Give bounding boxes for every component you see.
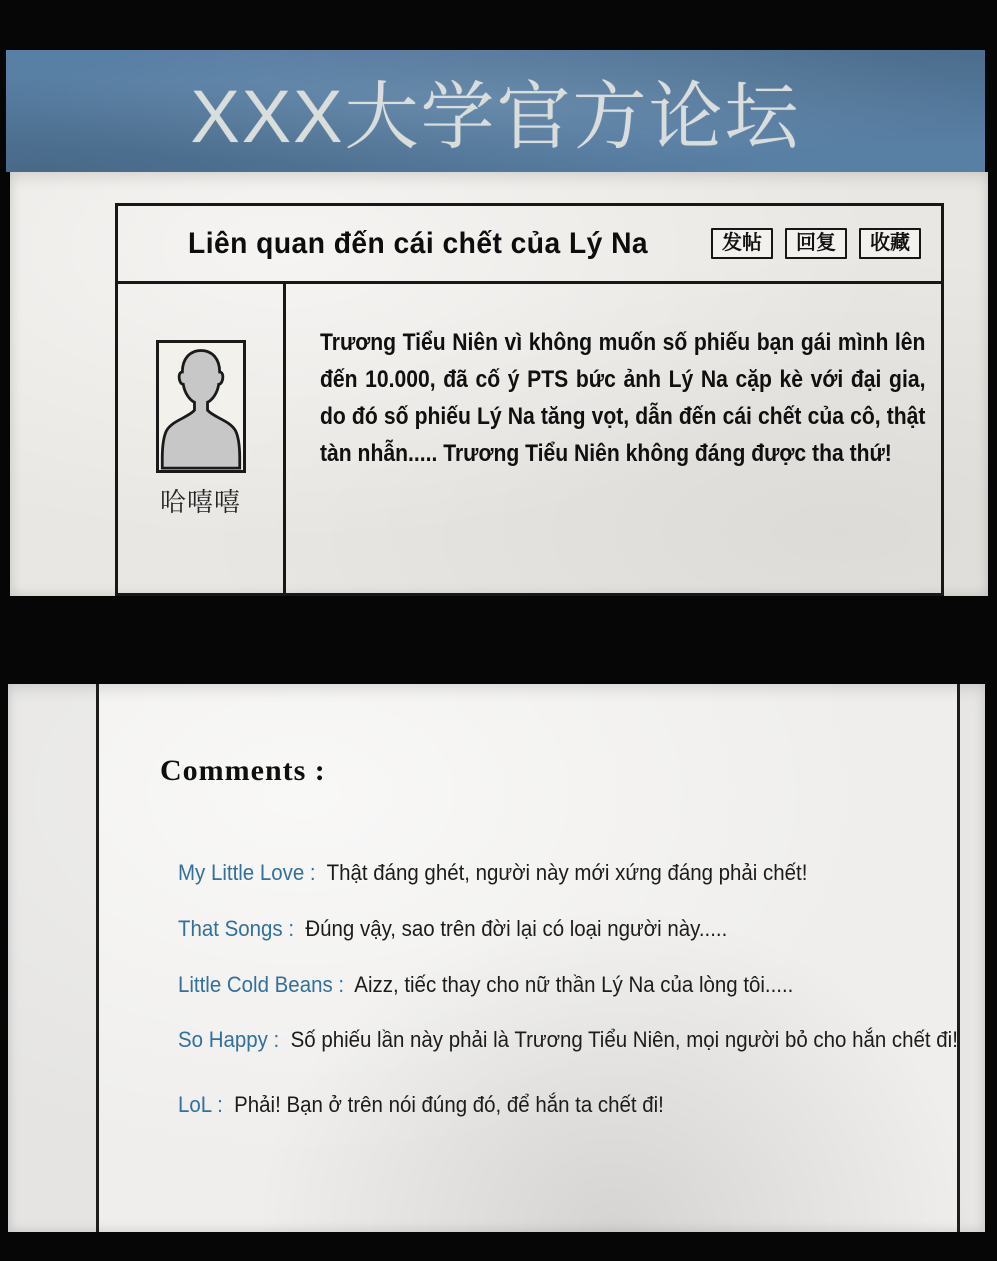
comment-separator: : — [304, 860, 327, 885]
author-column — [118, 284, 286, 593]
comment-row — [178, 1092, 664, 1118]
comment-username[interactable]: Little Cold Beans — [178, 972, 333, 997]
post-header — [118, 206, 941, 284]
comment-text: Phải! Bạn ở trên nói đúng đó, để hắn ta chết đi! — [234, 1092, 664, 1117]
comment-username[interactable]: That Songs — [178, 916, 283, 941]
new-post-button[interactable]: 发帖 — [711, 228, 773, 259]
avatar-silhouette-icon — [159, 343, 243, 470]
post-main — [118, 284, 941, 593]
page-rule-right — [957, 684, 960, 1232]
comment-separator: : — [332, 972, 355, 997]
post-title: Liên quan đến cái chết của Lý Na — [188, 226, 649, 260]
comment-separator: : — [267, 1027, 291, 1052]
comment-text: Đúng vậy, sao trên đời lại có loại người này..... — [305, 916, 728, 941]
post-body-text: Trương Tiểu Niên vì không muốn số phiếu bạn gái mình lên đến 10.000, đã cố ý PTS bức ảnh Lý Na cặp kè với đại gia, do đó số phiếu Lý Na tăng vọt, dẫn đến cái chết của cô, thật tàn nhẫn..... Trương Tiểu Niên không đáng được tha thứ! — [320, 329, 926, 467]
comment-separator: : — [211, 1092, 235, 1117]
avatar[interactable] — [156, 340, 246, 473]
comment-row — [178, 1027, 958, 1053]
forum-title: XXX大学官方论坛 — [190, 75, 801, 158]
post-actions — [711, 228, 921, 259]
comment-separator: : — [282, 916, 306, 941]
comment-text: Thật đáng ghét, người này mới xứng đáng phải chết! — [326, 860, 808, 885]
forum-banner — [6, 50, 985, 172]
comments-panel — [8, 684, 985, 1232]
favorite-button[interactable]: 收藏 — [859, 228, 921, 259]
post-panel — [10, 172, 988, 596]
comment-text: Số phiếu lần này phải là Trương Tiểu Niên, mọi người bỏ cho hắn chết đi! — [290, 1027, 958, 1052]
page-margin-left — [8, 684, 96, 1232]
post-body-area — [286, 284, 941, 593]
comment-username[interactable]: My Little Love — [178, 860, 305, 885]
reply-button[interactable]: 回复 — [785, 228, 847, 259]
post-box — [115, 203, 944, 596]
comments-heading: Comments : — [160, 754, 326, 787]
comment-username[interactable]: So Happy — [178, 1027, 268, 1052]
page-margin-right — [960, 684, 985, 1232]
author-username[interactable]: 哈嘻嘻 — [159, 487, 241, 517]
comment-row — [178, 916, 727, 942]
page-rule-left — [96, 684, 99, 1232]
comment-row — [178, 860, 807, 886]
comment-text: Aizz, tiếc thay cho nữ thần Lý Na của lòng tôi..... — [354, 972, 794, 997]
comment-row — [178, 972, 793, 998]
comment-username[interactable]: LoL — [178, 1092, 212, 1117]
